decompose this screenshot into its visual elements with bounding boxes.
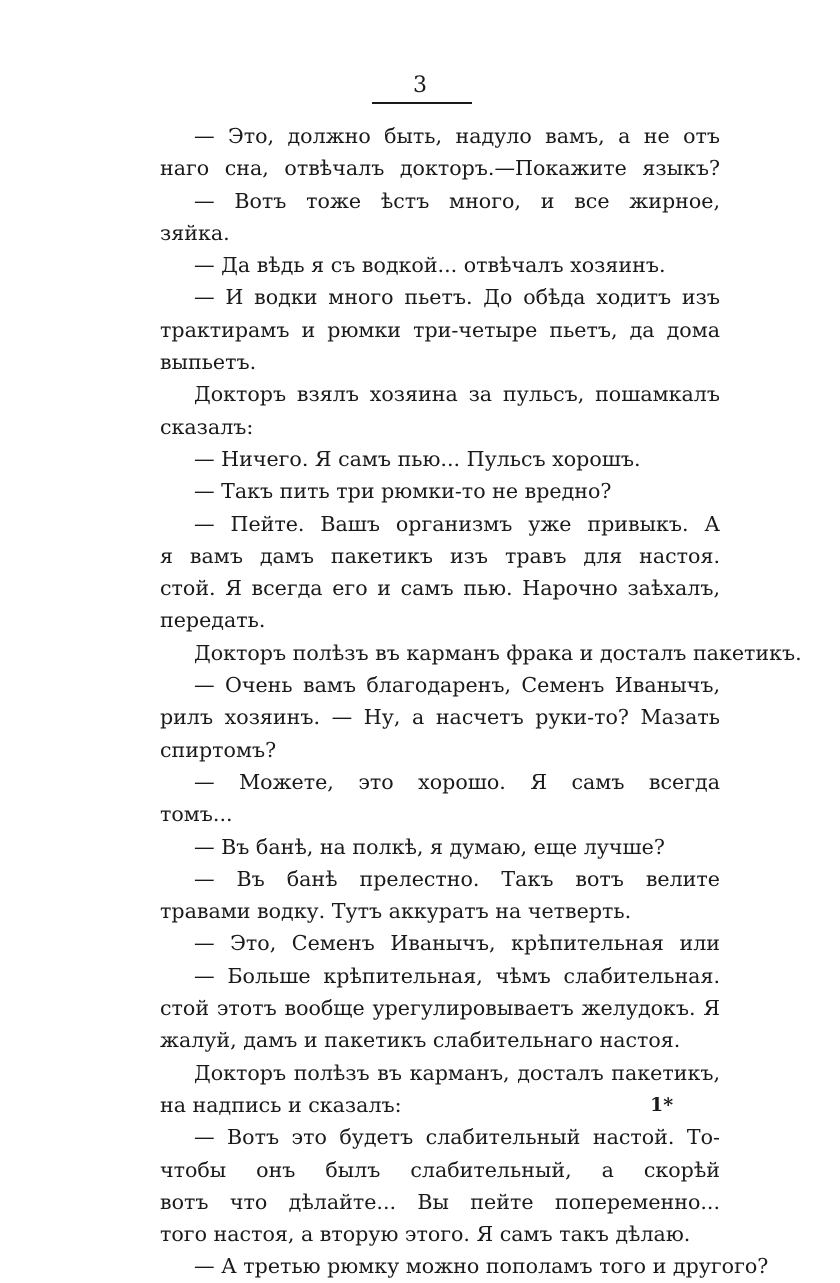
text-line: — Можете, это хорошо. Я самъ всегда	[194, 769, 720, 794]
text-line: Докторъ полѣзъ въ карманъ, досталъ пакетикъ,	[194, 1060, 720, 1085]
text-line: — Вотъ тоже ѣстъ много, и все жирное,	[194, 188, 720, 213]
text-line: томъ...	[160, 802, 233, 827]
header-rule	[372, 102, 472, 104]
signature-mark: 1*	[650, 1094, 674, 1116]
text-line: выпьетъ.	[160, 350, 257, 375]
text-line: — Въ банѣ, на полкѣ, я думаю, еще лучше?	[194, 834, 665, 859]
text-line: жалуй, дамъ и пакетикъ слабительнаго настоя.	[160, 1028, 681, 1053]
text-line: травами водку. Тутъ аккуратъ на четверть.	[160, 899, 632, 924]
text-line: чтобы онъ былъ слабительный, а скорѣй	[160, 1157, 720, 1182]
text-line: — Это, Семенъ Иванычъ, крѣпительная или	[194, 931, 720, 956]
text-line: вотъ что дѣлайте... Вы пейте попеременно...	[160, 1189, 720, 1214]
text-body	[160, 120, 802, 1283]
text-line: Докторъ полѣзъ въ карманъ фрака и досталъ пакетикъ.	[194, 640, 802, 665]
text-line: стой. Я всегда его и самъ пью. Нарочно заѣхалъ,	[160, 576, 720, 601]
text-line: Докторъ взялъ хозяина за пульсъ, пошамкалъ	[194, 382, 720, 407]
page-number: 3	[413, 73, 427, 98]
text-line: зяйка.	[160, 220, 230, 245]
text-line: — Ничего. Я самъ пью... Пульсъ хорошъ.	[194, 446, 641, 471]
text-line: — Больше крѣпительная, чѣмъ слабительная.	[194, 963, 720, 988]
text-line: сказалъ:	[160, 414, 254, 439]
text-line: — И водки много пьетъ. До обѣда ходитъ изъ	[194, 285, 720, 310]
text-line: наго сна, отвѣчалъ докторъ.—Покажите языкъ?	[160, 156, 720, 181]
text-line: — Это, должно быть, надуло вамъ, а не отъ	[194, 124, 720, 148]
text-line: того настоя, а вторую этого. Я самъ такъ дѣлаю.	[160, 1222, 691, 1247]
text-line: — Вотъ это будетъ слабительный настой. То-	[194, 1125, 720, 1150]
text-line: передать.	[160, 608, 266, 633]
text-line: — Въ банѣ прелестно. Такъ вотъ велите	[194, 866, 720, 891]
text-line: стой этотъ вообще урегулировываетъ желудокъ. Я	[160, 996, 720, 1021]
text-line: — А третью рюмку можно пополамъ того и другого?	[194, 1254, 769, 1279]
text-line: я вамъ дамъ пакетикъ изъ травъ для настоя.	[160, 543, 720, 568]
text-line: рилъ хозяинъ. — Ну, а насчетъ руки-то? Мазать	[160, 705, 720, 730]
text-line: на надпись и сказалъ:	[160, 1092, 402, 1117]
text-line: — Такъ пить три рюмки-то не вредно?	[194, 479, 612, 504]
text-line: — Пейте. Вашъ организмъ уже привыкъ. А	[194, 511, 720, 536]
text-line: — Очень вамъ благодаренъ, Семенъ Иванычъ,	[194, 673, 720, 698]
text-line: спиртомъ?	[160, 737, 277, 762]
text-line: — Да вѣдь я съ водкой... отвѣчалъ хозяинъ.	[194, 253, 666, 278]
text-line: трактирамъ и рюмки три-четыре пьетъ, да дома	[160, 317, 720, 342]
